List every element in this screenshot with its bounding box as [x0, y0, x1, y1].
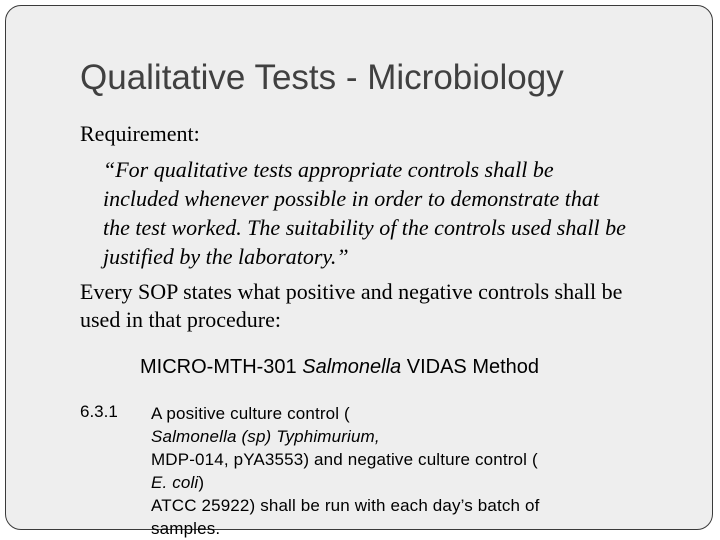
method-heading: [140, 356, 539, 379]
slide-title: Qualitative Tests - Microbiology: [80, 58, 564, 97]
step-line-italic: E. coli: [151, 473, 199, 492]
step-line: [151, 402, 540, 448]
step-line: MDP-014, pYA3553) and negative culture control ( E. coli): [151, 450, 538, 492]
quote-line: the test worked. The suitability of the controls used shall be: [103, 215, 626, 240]
sop-line: used in that procedure:: [80, 307, 281, 332]
method-suffix: VIDAS Method: [401, 356, 540, 378]
step-line-italic: Salmonella (sp) Typhimurium,: [151, 427, 380, 446]
method-prefix: MICRO-MTH-301: [140, 356, 303, 378]
step-line-part: A positive culture control (: [151, 404, 350, 423]
sop-statement: [80, 278, 622, 334]
step-line: samples.: [151, 519, 221, 538]
quote-line: justified by the laboratory.”: [103, 244, 349, 269]
step-text: [151, 402, 540, 540]
quote-line: “For qualitative tests appropriate controls shall be: [103, 157, 554, 182]
method-organism: Salmonella: [302, 356, 402, 378]
step-number: 6.3.1: [80, 402, 118, 421]
quote-line: included whenever possible in order to demonstrate that: [103, 186, 599, 211]
sop-line: Every SOP states what positive and negative controls shall be: [80, 279, 623, 304]
step-line-part: MDP-014, pYA3553) and negative culture control (: [151, 450, 538, 469]
requirement-quote: [103, 155, 703, 271]
requirement-label: Requirement:: [80, 121, 200, 146]
step-line: ATCC 25922) shall be run with each day’s batch of: [151, 496, 540, 515]
